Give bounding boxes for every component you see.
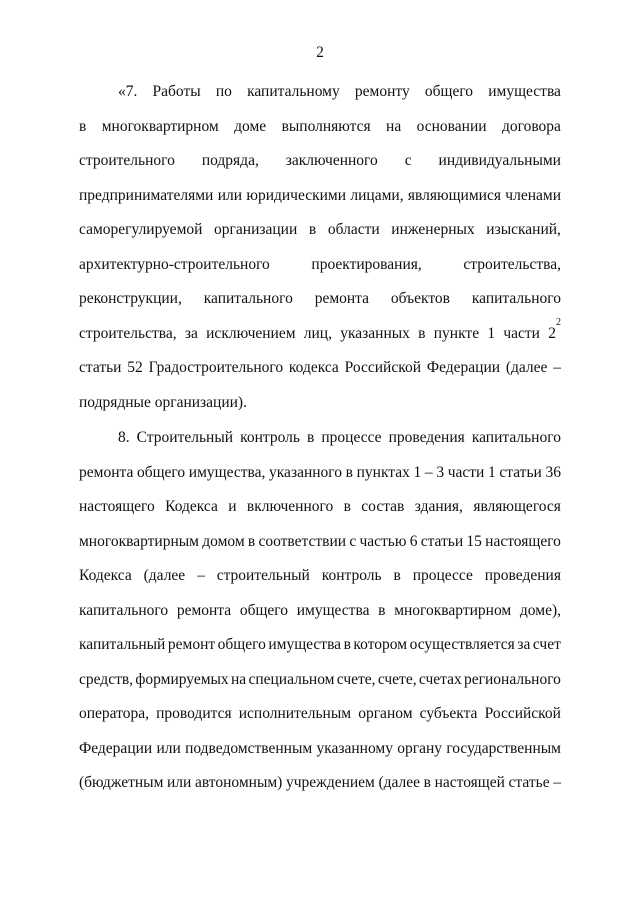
word: капитальный [79, 636, 166, 653]
text-line [79, 324, 556, 344]
word: 2 [548, 325, 556, 342]
word: по [215, 83, 232, 100]
word: 8. [118, 429, 130, 446]
word: строительный [216, 567, 310, 584]
word: инженерных [391, 221, 475, 238]
text-line [79, 358, 561, 378]
text-line [79, 289, 561, 309]
word: многоквартирном [101, 118, 219, 135]
word: органом [358, 705, 413, 722]
word: исключением [206, 325, 296, 342]
word: статьи [79, 359, 122, 376]
word: доме), [519, 602, 561, 619]
word: являющегося [473, 498, 561, 515]
word: Российской [344, 359, 422, 376]
word: формируемых [135, 671, 229, 688]
word: статье [508, 774, 550, 791]
word: в [418, 325, 426, 342]
word: настоящей [434, 774, 505, 791]
word: членами [505, 187, 561, 204]
word: государственным [446, 740, 561, 757]
word: строительства, [79, 325, 177, 342]
text-line [118, 82, 561, 102]
word: на [230, 671, 247, 688]
word: саморегулируемой [79, 221, 203, 238]
text-line [79, 601, 561, 621]
word: договора [501, 118, 561, 135]
word: Кодекса [79, 567, 132, 584]
word: статьи [499, 464, 542, 481]
word: (далее [143, 567, 186, 584]
text-line [79, 497, 561, 517]
word: учреждением [285, 774, 375, 791]
word: части [447, 464, 485, 481]
word: многоквартирным [79, 533, 199, 550]
word: котором [353, 636, 408, 653]
word: Градостроительного [148, 359, 284, 376]
word: (далее [378, 774, 421, 791]
word: в [423, 774, 431, 791]
word: состав [361, 498, 405, 515]
word: – [553, 774, 561, 791]
word: на [386, 118, 402, 135]
word: или [156, 740, 181, 757]
word: многоквартирном [394, 602, 512, 619]
word: контроль [240, 429, 300, 446]
word: 3 [436, 464, 445, 481]
word: – [424, 464, 433, 481]
word: – [197, 567, 205, 584]
word: в [343, 636, 351, 653]
word: за [184, 325, 198, 342]
word: пункте [433, 325, 480, 342]
text-line [79, 220, 561, 240]
word: объектов [390, 290, 450, 307]
word: или [217, 187, 243, 204]
word: строительства, [463, 256, 561, 273]
word: Строительный [136, 429, 234, 446]
word: в [247, 533, 256, 550]
word: ремонта [79, 464, 134, 481]
word: изысканий, [486, 221, 561, 238]
word: Федерации [79, 740, 153, 757]
word: счете, [377, 671, 417, 688]
word: организации [214, 221, 298, 238]
word: капитального [471, 290, 561, 307]
word: в [306, 429, 315, 446]
word: юридическими [246, 187, 347, 204]
word: ремонту [354, 83, 410, 100]
word: указанного [269, 464, 343, 481]
word: являющимися [407, 187, 501, 204]
word: с [404, 152, 412, 169]
word: в [393, 567, 401, 584]
word: Кодекса [165, 498, 218, 515]
text-line [79, 670, 561, 690]
word: пунктах [356, 464, 410, 481]
word: в [343, 498, 351, 515]
text-line [79, 117, 561, 137]
word: осуществляется [409, 636, 515, 653]
word: статьи [420, 533, 464, 550]
word: (далее [505, 359, 548, 376]
word: 1 [487, 464, 496, 481]
word: имущества [488, 83, 561, 100]
text-line [79, 532, 561, 552]
word: заключенного [285, 152, 378, 169]
word: ремонта [176, 602, 232, 619]
text-line [79, 773, 561, 793]
word: исполнительным [238, 705, 352, 722]
text-line [79, 151, 561, 171]
word: проводится [156, 705, 232, 722]
word: Работы [152, 83, 201, 100]
word: 52 [127, 359, 143, 376]
word: проведения [484, 567, 561, 584]
word: 6 [409, 533, 418, 550]
word: с [349, 533, 357, 550]
word: области [327, 221, 380, 238]
word: счет [532, 636, 561, 653]
word: проведения [388, 429, 465, 446]
word: процессе [412, 567, 473, 584]
word: (бюджетным [79, 774, 164, 791]
text-line [79, 255, 561, 275]
word: настоящего [485, 533, 561, 550]
word: домом [202, 533, 245, 550]
word: имущества [268, 636, 342, 653]
text-line [79, 739, 561, 759]
word: указанных [340, 325, 410, 342]
word: настоящего [79, 498, 155, 515]
text-line [79, 635, 561, 655]
word: в [79, 118, 87, 135]
word: в [308, 221, 317, 238]
word: имущества [296, 602, 370, 619]
word: «7. [118, 83, 138, 100]
word: основании [416, 118, 487, 135]
word: включенного [246, 498, 334, 515]
word: или [167, 774, 192, 791]
word: общего [424, 83, 474, 100]
text-line [79, 186, 561, 206]
word: подведомственным [185, 740, 313, 757]
word: за [517, 636, 531, 653]
word: Федерации [426, 359, 501, 376]
word: субъекта [419, 705, 478, 722]
word: ремонт [167, 636, 216, 653]
word: процессе [321, 429, 382, 446]
word: соответствии [258, 533, 347, 550]
text-line-with-superscript [79, 317, 561, 344]
word: специальном [248, 671, 335, 688]
word: капитального [471, 429, 561, 446]
text-line [79, 704, 561, 724]
word: 1 [487, 325, 496, 342]
word: органу [397, 740, 443, 757]
word: части [503, 325, 540, 342]
word: 15 [466, 533, 482, 550]
word: ремонта [314, 290, 370, 307]
word: и [228, 498, 237, 515]
word: регионального [464, 671, 561, 688]
word: автономным) [194, 774, 283, 791]
word: общего [136, 464, 186, 481]
word: капитального [79, 602, 169, 619]
word: строительного [79, 152, 175, 169]
word: проектирования, [311, 256, 422, 273]
word: Российской [484, 705, 561, 722]
word: здания, [414, 498, 463, 515]
word: доме [234, 118, 267, 135]
word: лицами, [350, 187, 404, 204]
superscript: 2 [556, 317, 561, 328]
word: индивидуальными [438, 152, 561, 169]
page-number: 2 [316, 44, 324, 61]
text-line [79, 566, 561, 586]
word: средств, [79, 671, 134, 688]
word: имущества, [188, 464, 266, 481]
word: общего [239, 602, 289, 619]
word: 36 [545, 464, 561, 481]
text-line [79, 463, 561, 483]
word: в [345, 464, 353, 481]
word: капитальному [247, 83, 340, 100]
word: выполняются [281, 118, 371, 135]
word: предпринимателями [79, 187, 214, 204]
word: 1 [413, 464, 422, 481]
word: счете, [336, 671, 376, 688]
word: – [553, 359, 561, 376]
word: кодекса [288, 359, 339, 376]
word: реконструкции, [79, 290, 182, 307]
word: указанному [316, 740, 393, 757]
text-line: подрядные организации). [79, 394, 247, 411]
word: в [378, 602, 386, 619]
word: капитального [203, 290, 293, 307]
word: подряда, [201, 152, 259, 169]
word: архитектурно-строительного [79, 256, 270, 273]
word: частью [359, 533, 407, 550]
word: лиц, [303, 325, 332, 342]
word: счетах [418, 671, 462, 688]
text-line [118, 428, 561, 448]
word: оператора, [79, 705, 149, 722]
word: общего [217, 636, 266, 653]
word: контроль [321, 567, 382, 584]
